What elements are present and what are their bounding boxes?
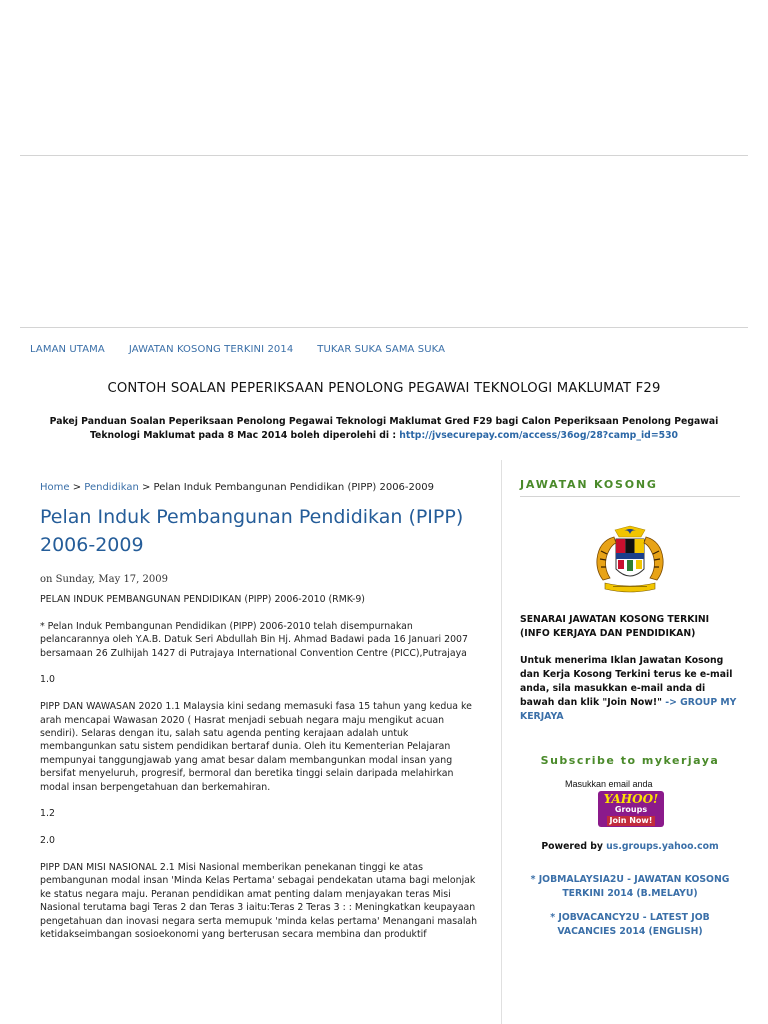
post-paragraph: * Pelan Induk Pembangunan Pendidikan (PIPP) 2006-2010 telah disempurnakan pelancarannya oleh Y.A.B. Datuk Seri Abdullah Bin Hj. Ahmad Badawi pada 16 Januari 2007 bersamaan 26 Zulhijah 1427 di Putrajaya International Convention Centre (PICC),Putrajaya — [40, 620, 468, 659]
banner-title: CONTOH SOALAN PEPERIKSAAN PENOLONG PEGAWAI TEKNOLOGI MAKLUMAT F29 — [107, 381, 661, 396]
post-paragraph: 1.2 — [40, 808, 55, 820]
main-content — [40, 482, 485, 955]
post-paragraph: PELAN INDUK PEMBANGUNAN PENDIDIKAN (PIPP) 2006-2010 (RMK-9) — [40, 594, 365, 605]
breadcrumb-current: Pelan Induk Pembangunan Pendidikan (PIPP) 2006-2009 — [153, 482, 434, 493]
post-body — [40, 593, 485, 941]
sidebar-note-text: Untuk menerima Iklan Jawatan Kosong dan Kerja Kosong Terkini terus ke e-mail anda, sila masukkan e-mail anda di bawah dan klik "Join Now!" — [520, 655, 733, 708]
header-bottom-divider — [20, 327, 748, 328]
malaysia-crest-icon — [585, 525, 675, 595]
jobmalaysia2u-link[interactable]: * JOBMALAYSIA2U - JAWATAN KOSONG TERKINI 2014 (B.MELAYU) — [530, 874, 730, 899]
banner-link[interactable]: http://jvsecurepay.com/access/36og/28?camp_id=530 — [399, 430, 679, 441]
nav-item-laman-utama[interactable]: LAMAN UTAMA — [30, 344, 105, 355]
powered-by — [520, 841, 740, 852]
group-my-kerjaya-link[interactable]: -> GROUP MY KERJAYA — [520, 697, 737, 722]
post-date: on Sunday, May 17, 2009 — [40, 574, 168, 585]
banner-text — [26, 415, 742, 443]
breadcrumb-separator: > — [69, 482, 85, 493]
sidebar-heading-jawatan-kosong: JAWATAN KOSONG — [520, 478, 740, 497]
post-title: Pelan Induk Pembangunan Pendidikan (PIPP) 2006-2009 — [40, 506, 464, 556]
sidebar — [520, 478, 740, 939]
post-paragraph: PIPP DAN WAWASAN 2020 1.1 Malaysia kini sedang memasuki fasa 15 tahun yang kedua ke arah mencapai Wawasan 2020 ( Hasrat menjadi sebuah negara maju mengikut acuan sendiri). Selaras dengan itu, salah satu agenda penting kerajaan adalah untuk membangunkan satu sistem pendidikan bertaraf dunia. Oleh itu Kementerian Pelajaran mempunyai tanggungjawab yang amat besar dalam membangunkan modal insan yang bersifat menyeluruh, progresif, bermoral dan beretika tinggi selain daripada melahirkan modal insan berpengetahuan dan berkemahiran. — [40, 701, 472, 793]
powered-by-label: Powered by — [541, 841, 603, 852]
post-paragraph: 2.0 — [40, 835, 55, 847]
yahoo-groups-join-button[interactable] — [598, 791, 664, 827]
yahoo-logo: YAHOO! — [603, 791, 659, 806]
banner-description: Pakej Panduan Soalan Peperiksaan Penolong Pegawai Teknologi Maklumat Gred F29 bagi Calon Peperiksaan Penolong Pegawai Teknologi Maklumat pada 8 Mac 2014 boleh diperolehi di : — [49, 416, 719, 441]
sidebar-note — [520, 654, 740, 724]
header-top-divider — [20, 155, 748, 156]
yahoo-groups-label: Groups — [614, 804, 648, 814]
breadcrumb-home-link[interactable]: Home — [40, 482, 70, 493]
join-now-label: Join Now! — [607, 816, 656, 826]
sidebar-list-title: SENARAI JAWATAN KOSONG TERKINI (INFO KERJAYA DAN PENDIDIKAN) — [520, 614, 710, 639]
nav-item-tukar-suka-sama-suka[interactable]: TUKAR SUKA SAMA SUKA — [317, 344, 446, 355]
email-label: Masukkan email anda — [565, 779, 653, 789]
subscribe-heading: Subscribe to mykerjaya — [540, 754, 720, 767]
jobvacancy2u-link[interactable]: * JOBVACANCY2U - LATEST JOB VACANCIES 2014 (ENGLISH) — [550, 912, 710, 937]
column-divider — [501, 460, 502, 1024]
nav-item-jawatan-kosong[interactable]: JAWATAN KOSONG TERKINI 2014 — [128, 344, 294, 355]
breadcrumb-separator: > — [138, 482, 154, 493]
post-paragraph: PIPP DAN MISI NASIONAL 2.1 Misi Nasional memberikan penekanan tinggi ke atas pembangunan modal insan 'Minda Kelas Pertama' sebagai pendekatan utama bagi melonjak ke status negara maju. Peranan pendidikan amat penting dalam menjayakan teras Misi Nasional terutama bagi Teras 2 dan Teras 3 iaitu:Teras 2 Teras 3 : : Meningkatkan keupayaan pengetahuan dan inovasi negara serta memupuk 'minda kelas pertama' Menangani masalah ketidakseimbangan sosioekonomi yang berterusan secara membina dan produktif — [40, 862, 478, 941]
breadcrumb — [40, 482, 485, 493]
yahoo-groups-link[interactable]: us.groups.yahoo.com — [606, 841, 719, 852]
main-nav — [30, 344, 445, 355]
breadcrumb-category-link[interactable]: Pendidikan — [84, 482, 139, 493]
post-paragraph: 1.0 — [40, 674, 55, 686]
